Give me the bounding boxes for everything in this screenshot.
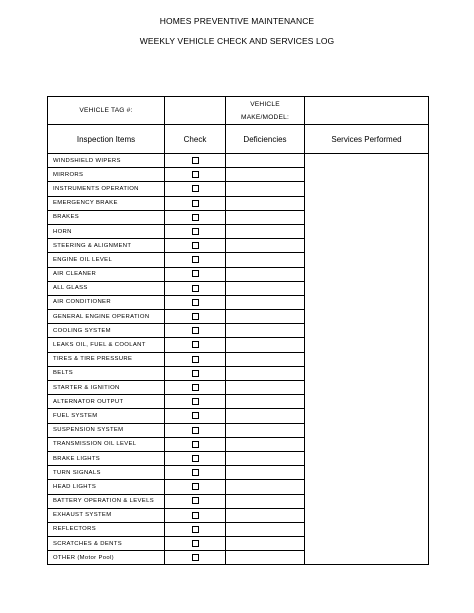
checkbox[interactable] <box>192 341 199 348</box>
checkbox[interactable] <box>192 398 199 405</box>
check-cell <box>165 224 226 238</box>
deficiency-field[interactable] <box>226 267 305 281</box>
deficiency-field[interactable] <box>226 409 305 423</box>
deficiency-field[interactable] <box>226 324 305 338</box>
checkbox[interactable] <box>192 427 199 434</box>
check-cell <box>165 381 226 395</box>
checkbox[interactable] <box>192 356 199 363</box>
inspection-item-label: LEAKS OIL, FUEL & COOLANT <box>48 338 165 352</box>
checkbox[interactable] <box>192 483 199 490</box>
deficiency-field[interactable] <box>226 338 305 352</box>
deficiency-field[interactable] <box>226 437 305 451</box>
inspection-item-label: REFLECTORS <box>48 522 165 536</box>
deficiency-field[interactable] <box>226 210 305 224</box>
deficiency-field[interactable] <box>226 451 305 465</box>
check-cell <box>165 196 226 210</box>
inspection-item-label: EXHAUST SYSTEM <box>48 508 165 522</box>
checkbox[interactable] <box>192 512 199 519</box>
inspection-item-label: TRANSMISSION OIL LEVEL <box>48 437 165 451</box>
checkbox[interactable] <box>192 242 199 249</box>
check-cell <box>165 352 226 366</box>
vehicle-tag-label: VEHICLE TAG #: <box>48 97 165 125</box>
inspection-item-label: BELTS <box>48 366 165 380</box>
deficiency-field[interactable] <box>226 480 305 494</box>
check-cell <box>165 154 226 168</box>
deficiency-field[interactable] <box>226 310 305 324</box>
table-row <box>48 154 429 168</box>
make-model-line1: VEHICLE <box>250 100 280 108</box>
inspection-item-label: STEERING & ALIGNMENT <box>48 239 165 253</box>
vehicle-check-table <box>47 96 429 565</box>
check-cell <box>165 508 226 522</box>
check-cell <box>165 451 226 465</box>
inspection-item-label: COOLING SYSTEM <box>48 324 165 338</box>
checkbox[interactable] <box>192 469 199 476</box>
deficiency-field[interactable] <box>226 281 305 295</box>
check-cell <box>165 366 226 380</box>
checkbox[interactable] <box>192 270 199 277</box>
deficiency-field[interactable] <box>226 508 305 522</box>
checkbox[interactable] <box>192 299 199 306</box>
inspection-item-label: AIR CLEANER <box>48 267 165 281</box>
deficiency-field[interactable] <box>226 224 305 238</box>
inspection-item-label: TIRES & TIRE PRESSURE <box>48 352 165 366</box>
inspection-item-label: WINDSHIELD WIPERS <box>48 154 165 168</box>
inspection-item-label: BRAKE LIGHTS <box>48 451 165 465</box>
checkbox[interactable] <box>192 185 199 192</box>
deficiency-field[interactable] <box>226 168 305 182</box>
deficiency-field[interactable] <box>226 551 305 565</box>
checkbox[interactable] <box>192 214 199 221</box>
deficiency-field[interactable] <box>226 381 305 395</box>
inspection-item-label: ALL GLASS <box>48 281 165 295</box>
vehicle-make-model-field[interactable] <box>305 97 429 125</box>
deficiency-field[interactable] <box>226 182 305 196</box>
col-header-services: Services Performed <box>305 125 429 154</box>
checkbox[interactable] <box>192 171 199 178</box>
inspection-item-label: HEAD LIGHTS <box>48 480 165 494</box>
deficiency-field[interactable] <box>226 295 305 309</box>
check-cell <box>165 253 226 267</box>
check-cell <box>165 210 226 224</box>
col-header-inspection: Inspection Items <box>48 125 165 154</box>
inspection-item-label: EMERGENCY BRAKE <box>48 196 165 210</box>
deficiency-field[interactable] <box>226 466 305 480</box>
checkbox[interactable] <box>192 441 199 448</box>
check-cell <box>165 338 226 352</box>
vehicle-tag-field[interactable] <box>165 97 226 125</box>
checkbox[interactable] <box>192 554 199 561</box>
inspection-item-label: BRAKES <box>48 210 165 224</box>
check-cell <box>165 480 226 494</box>
checkbox[interactable] <box>192 256 199 263</box>
deficiency-field[interactable] <box>226 395 305 409</box>
inspection-item-label: SUSPENSION SYSTEM <box>48 423 165 437</box>
inspection-item-label: MIRRORS <box>48 168 165 182</box>
inspection-item-label: GENERAL ENGINE OPERATION <box>48 310 165 324</box>
inspection-item-label: BATTERY OPERATION & LEVELS <box>48 494 165 508</box>
form-title: HOMES PREVENTIVE MAINTENANCE <box>159 16 315 26</box>
check-cell <box>165 423 226 437</box>
checkbox[interactable] <box>192 384 199 391</box>
inspection-item-label: FUEL SYSTEM <box>48 409 165 423</box>
check-cell <box>165 551 226 565</box>
inspection-item-label: ALTERNATOR OUTPUT <box>48 395 165 409</box>
checkbox[interactable] <box>192 285 199 292</box>
checkbox[interactable] <box>192 412 199 419</box>
checkbox[interactable] <box>192 313 199 320</box>
vehicle-make-model-label <box>226 97 305 125</box>
checkbox[interactable] <box>192 540 199 547</box>
deficiency-field[interactable] <box>226 537 305 551</box>
check-cell <box>165 437 226 451</box>
deficiency-field[interactable] <box>226 196 305 210</box>
inspection-item-label: TURN SIGNALS <box>48 466 165 480</box>
check-cell <box>165 267 226 281</box>
check-cell <box>165 466 226 480</box>
check-cell <box>165 537 226 551</box>
check-cell <box>165 409 226 423</box>
inspection-item-label: AIR CONDITIONER <box>48 295 165 309</box>
make-model-line2: MAKE/MODEL: <box>241 113 289 121</box>
col-header-deficiencies: Deficiencies <box>226 125 305 154</box>
services-performed-field[interactable] <box>305 154 429 565</box>
inspection-item-label: OTHER (Motor Pool) <box>48 551 165 565</box>
check-cell <box>165 182 226 196</box>
deficiency-field[interactable] <box>226 352 305 366</box>
checkbox[interactable] <box>192 455 199 462</box>
checkbox[interactable] <box>192 228 199 235</box>
form-subtitle: WEEKLY VEHICLE CHECK AND SERVICES LOG <box>139 36 335 46</box>
deficiency-field[interactable] <box>226 494 305 508</box>
deficiency-field[interactable] <box>226 154 305 168</box>
deficiency-field[interactable] <box>226 253 305 267</box>
check-cell <box>165 281 226 295</box>
check-cell <box>165 522 226 536</box>
checkbox[interactable] <box>192 157 199 164</box>
vehicle-info-row <box>48 97 429 125</box>
deficiency-field[interactable] <box>226 423 305 437</box>
deficiency-field[interactable] <box>226 366 305 380</box>
deficiency-field[interactable] <box>226 239 305 253</box>
deficiency-field[interactable] <box>226 522 305 536</box>
inspection-item-label: STARTER & IGNITION <box>48 381 165 395</box>
check-cell <box>165 168 226 182</box>
checkbox[interactable] <box>192 497 199 504</box>
check-cell <box>165 395 226 409</box>
check-cell <box>165 324 226 338</box>
inspection-item-label: SCRATCHES & DENTS <box>48 537 165 551</box>
check-cell <box>165 239 226 253</box>
inspection-item-label: INSTRUMENTS OPERATION <box>48 182 165 196</box>
col-header-check: Check <box>165 125 226 154</box>
inspection-item-label: ENGINE OIL LEVEL <box>48 253 165 267</box>
column-header-row <box>48 125 429 154</box>
checkbox[interactable] <box>192 370 199 377</box>
check-cell <box>165 310 226 324</box>
check-cell <box>165 494 226 508</box>
checkbox[interactable] <box>192 200 199 207</box>
inspection-item-label: HORN <box>48 224 165 238</box>
checkbox[interactable] <box>192 526 199 533</box>
checkbox[interactable] <box>192 327 199 334</box>
check-cell <box>165 295 226 309</box>
